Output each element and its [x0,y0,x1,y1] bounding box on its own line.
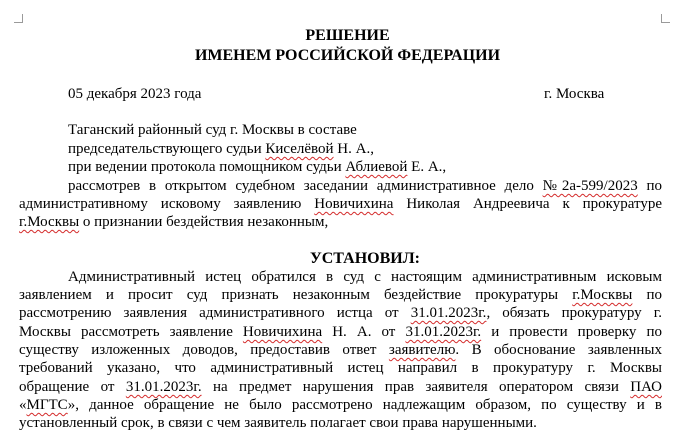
margin-corner-mark-left [14,14,23,23]
margin-corner-mark-right [661,14,670,23]
body-line-4: Москвы рассмотреть заявление Новичихина Н. А. от 31.01.2023г. и провести проверку по [19,324,663,340]
spellcheck-word: заявителю [388,342,456,358]
intro-line-2: председательствующего судьи Киселёвой Н. А., [68,141,374,157]
body-line-5: существу изложенных доводов, предоставив ответ заявителю. В обоснование заявленных [19,342,663,358]
body-line-3: рассмотрению заявления административного истца от 31.01.2023г., обязать прокуратуру г. [19,305,663,321]
decision-city: г. Москва [544,86,605,102]
spellcheck-word: Новичихина [314,196,394,212]
intro-line-3: при ведении протокола помощником судьи Аблиевой Е. А., [68,159,447,175]
intro-line-6: г.Москвы о признании бездействия незаконным, [19,214,329,230]
spellcheck-word: 31.01.2023г. [125,379,202,395]
established-heading: УСТАНОВИЛ: [310,250,420,267]
spellcheck-word: Аблиевой [345,159,408,175]
spellcheck-word: №2а-599/2023 [542,178,638,194]
body-line-9: установленный срок, в связи с чем заявитель полагает свои права нарушенными. [19,415,537,431]
spellcheck-word: г.Москвы [19,214,80,230]
decision-date: 05 декабря 2023 года [68,86,202,102]
spellcheck-word: 31.01.2023г. [405,324,482,340]
body-line-2: заявлением и просит суд признать незаконным бездействие прокуратуры г.Москвы по [19,287,662,303]
spellcheck-word: Киселёвой [265,141,334,157]
intro-line-4: рассмотрев в открытом судебном заседании административное дело №2а-599/2023 по [68,178,662,194]
spellcheck-word: г.Москвы [572,287,633,303]
intro-line-1: Таганский районный суд г. Москвы в составе [68,122,357,138]
body-line-1: Административный истец обратился в суд с настоящим административным исковым [68,269,662,285]
spellcheck-word: 31.01.2023г. [410,305,487,321]
spellcheck-word: Новичихина [242,324,323,340]
document-title: РЕШЕНИЕ [305,27,390,44]
body-line-8: «МГТС», данное обращение не было рассмотрено надлежащим образом, по существу и в [19,397,662,413]
body-line-6: требований указано, что административный истец направил в прокуратуру г. Москвы [19,360,662,376]
document-subtitle: ИМЕНЕМ РОССИЙСКОЙ ФЕДЕРАЦИИ [194,47,501,64]
spellcheck-word: МГТС [26,397,68,413]
intro-line-5: административному исковому заявлению Новичихина Николая Андреевича к прокуратуре [19,196,662,212]
spellcheck-word: ПАО [630,379,662,395]
body-line-7: обращение от 31.01.2023г. на предмет нарушения прав заявителя оператором связи ПАО [19,379,662,395]
